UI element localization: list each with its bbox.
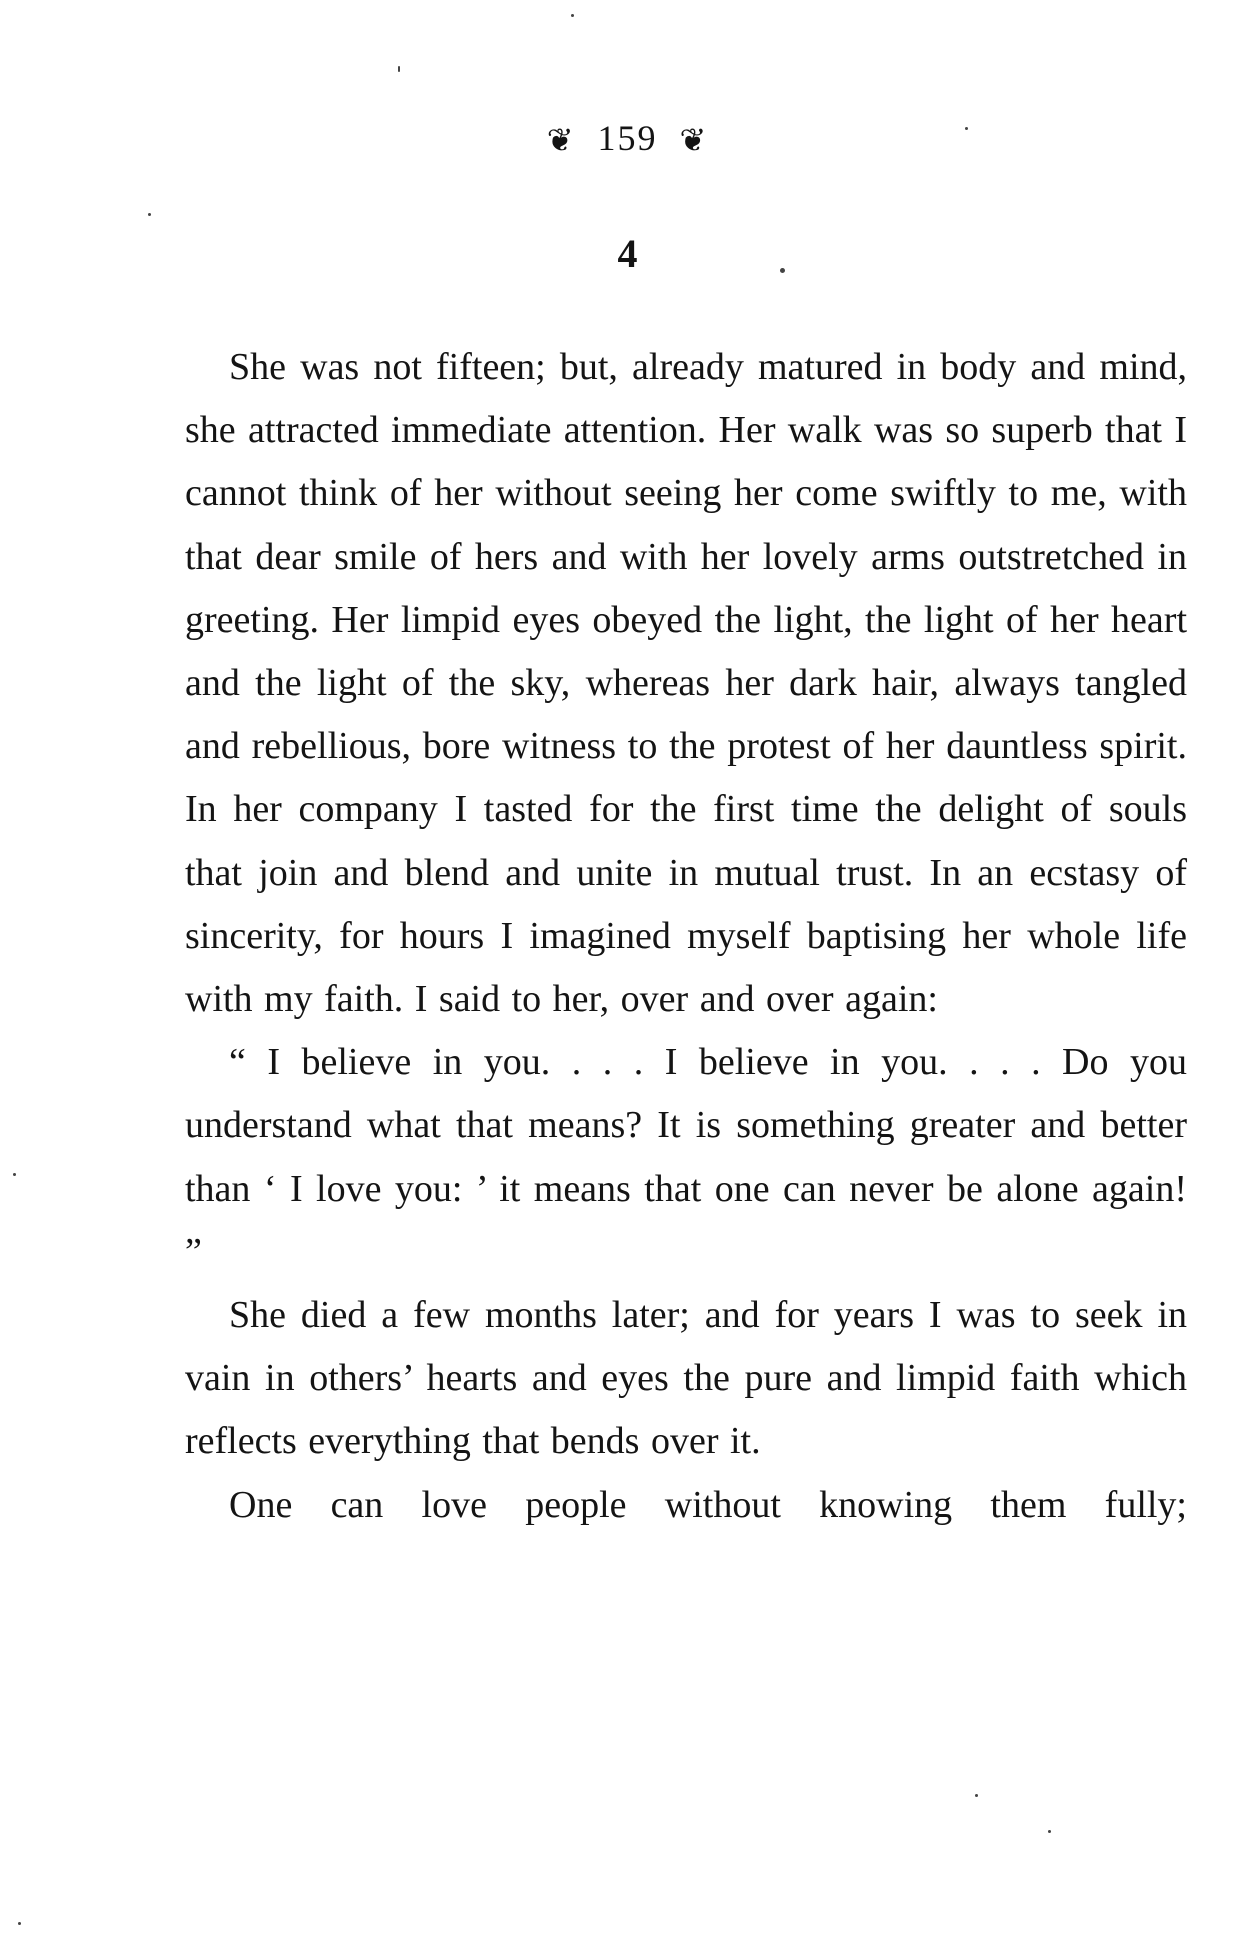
scan-speck: [398, 66, 400, 72]
scan-speck: [780, 268, 785, 273]
scan-speck: [18, 1922, 21, 1925]
paragraph-4: One can love people without knowing them fully;: [229, 1483, 1187, 1526]
scan-speck: [1048, 1830, 1051, 1833]
scan-speck: [13, 1173, 16, 1176]
scan-speck: [148, 213, 151, 216]
paragraph-2: “ I believe in you. . . . I believe in you. . . . Do you understand what that means? It is something greater and better than ‘ I love you: ’ it means that one can never be alone again! ”: [185, 1041, 1187, 1273]
left-ornament-icon: ❦: [546, 121, 576, 158]
page-header: [0, 118, 1255, 162]
paragraph-3: She died a few months later; and for years I was to seek in vain in others’ hearts and eyes the pure and limpid faith which reflects everything that bends over it.: [185, 1294, 1187, 1463]
right-ornament-icon: ❦: [679, 121, 709, 158]
body-text: [185, 336, 1187, 1537]
scan-speck: [975, 1794, 978, 1797]
page-number: 159: [597, 118, 658, 158]
scan-speck: [571, 14, 574, 17]
scan-speck: [965, 127, 968, 130]
paragraph-1: She was not fifteen; but, already matured in body and mind, she attracted immediate attention. Her walk was so superb that I cannot think of her without seeing her come swiftly to me, with that dear smile of hers and with her lovely arms outstretched in greeting. Her limpid eyes obeyed the light, the light of her heart and the light of the sky, whereas her dark hair, always tangled and rebellious, bore witness to the protest of her dauntless spirit. In her company I tasted for the first time the delight of souls that join and blend and unite in mutual trust. In an ecstasy of sincerity, for hours I imagined myself baptising her whole life with my faith. I said to her, over and over again:: [185, 346, 1187, 1021]
section-number: 4: [617, 231, 638, 276]
